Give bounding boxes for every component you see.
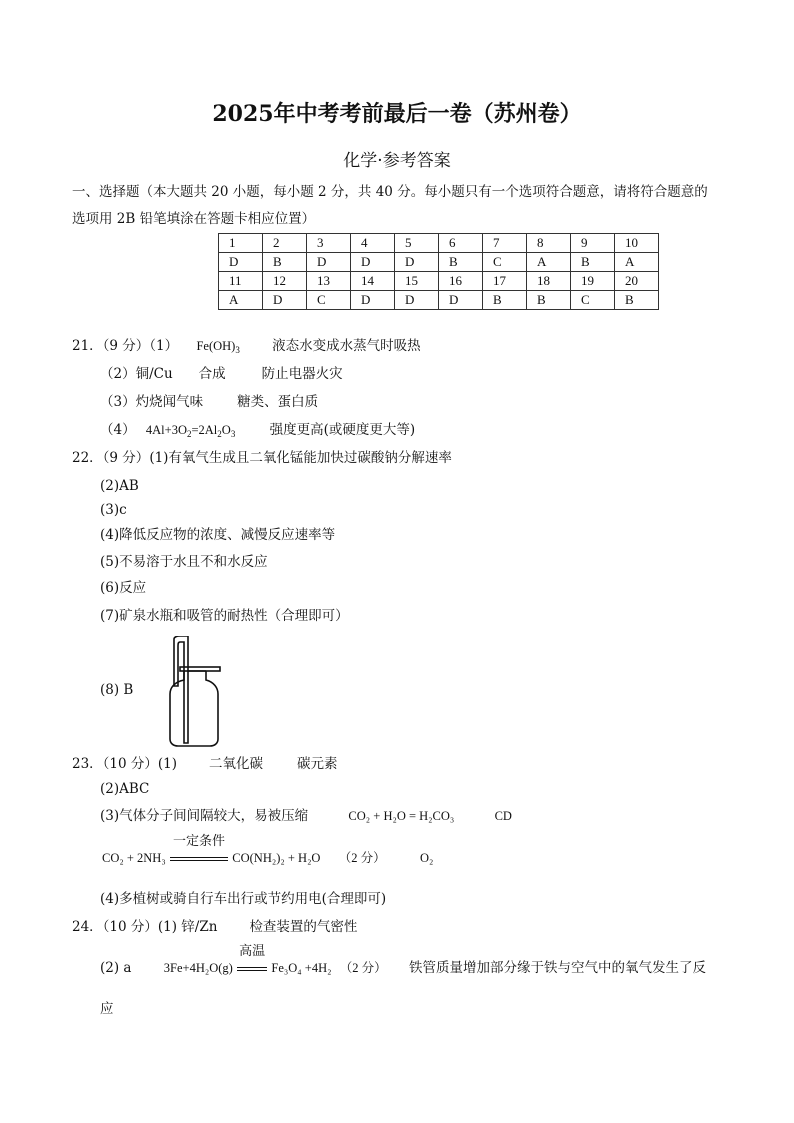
answer-table-cell: C	[571, 291, 615, 310]
answer-table-cell: 16	[439, 272, 483, 291]
q21-head: 21．（9 分）（1）	[72, 338, 179, 354]
q23-line4: CO₂ + 2NH₃ 一定条件 CO(NH₂)₂ + H₂O （2 分） O₂	[102, 845, 433, 872]
q23-line5: (4)多植树或骑自行车出行或节约用电(合理即可)	[100, 891, 387, 907]
q24-reaction-condition: 高温	[237, 955, 267, 982]
answer-table-cell: D	[219, 253, 263, 272]
page-title: 2025年中考考前最后一卷（苏州卷）	[212, 101, 582, 127]
answer-table-cell: 17	[483, 272, 527, 291]
answer-table-cell: C	[483, 253, 527, 272]
q21-line2: （2）铜/Cu 合成 防止电器火灾	[100, 366, 343, 382]
q24-line3: 应	[100, 1001, 114, 1017]
answer-table-cell: 1	[219, 234, 263, 253]
answer-table-cell: D	[351, 253, 395, 272]
long-tube	[174, 636, 188, 743]
q21-line4: （4） $4Al+3O_2=2Al_2O_3$ 强度更高(或硬度更大等)	[100, 422, 416, 439]
answer-table-cell: 7	[483, 234, 527, 253]
q24-line2: (2) a 3Fe+4H₂O(g) 高温 Fe₃O₄ +4H₂ （2 分） 铁管质量增加部分缘于铁与空气中的氧气发生了反	[100, 955, 706, 982]
q22-line4: (4)降低反应物的浓度、减慢反应速率等	[100, 527, 336, 543]
answer-table-cell: 15	[395, 272, 439, 291]
answer-table-cell: 9	[571, 234, 615, 253]
answer-table-cell: B	[263, 253, 307, 272]
answer-table-cell: D	[263, 291, 307, 310]
q21-answer-1b: 液态水变成水蒸气时吸热	[272, 338, 421, 354]
gas-collection-bottle-diagram	[160, 636, 230, 748]
answer-table-cell: B	[615, 291, 659, 310]
answer-table-cell: 19	[571, 272, 615, 291]
answer-table-cell: 10	[615, 234, 659, 253]
answer-table-row	[219, 253, 659, 272]
answer-table-row	[219, 272, 659, 291]
q23-reaction-condition: 一定条件	[170, 845, 228, 872]
q21-line1	[72, 333, 421, 360]
answer-table-cell: D	[351, 291, 395, 310]
q21-answer-formula: $Fe(OH)_3$	[196, 339, 240, 355]
section-1-intro-line1: 一、选择题（本大题共 20 小题，每小题 2 分，共 40 分。每小题只有一个选项符合题意，请将符合题意的	[72, 184, 708, 200]
answer-table-cell: 11	[219, 272, 263, 291]
answer-table-cell: 18	[527, 272, 571, 291]
answer-table-cell: B	[439, 253, 483, 272]
q21-line3: （3）灼烧闻气味 糖类、蛋白质	[100, 394, 319, 410]
q22-line7: (7)矿泉水瓶和吸管的耐热性（合理即可）	[100, 608, 349, 624]
q23-equation-1: CO₂ + H₂O = H₂CO₃	[348, 809, 455, 823]
answer-table-cell: A	[527, 253, 571, 272]
q23-line1: 23．（10 分）(1) 二氧化碳 碳元素	[72, 756, 338, 772]
answer-table-cell: D	[395, 253, 439, 272]
q22-line2: (2)AB	[100, 478, 139, 494]
answer-table-cell: D	[395, 291, 439, 310]
answer-table-cell: D	[439, 291, 483, 310]
answer-table-cell: 13	[307, 272, 351, 291]
answer-table-cell: 4	[351, 234, 395, 253]
answer-table-cell: 2	[263, 234, 307, 253]
q22-line1: 22．（9 分）(1)有氧气生成且二氧化锰能加快过碳酸钠分解速率	[72, 450, 452, 466]
page-subtitle: 化学·参考答案	[343, 151, 451, 171]
q22-line8: (8) B	[100, 682, 134, 698]
answer-table-cell: 3	[307, 234, 351, 253]
answer-table-cell: 6	[439, 234, 483, 253]
answer-table-cell: A	[219, 291, 263, 310]
q23-line2: (2)ABC	[100, 781, 150, 797]
section-1-intro-line2: 选项用 2B 铅笔填涂在答题卡相应位置）	[72, 211, 316, 227]
answer-table-cell: C	[307, 291, 351, 310]
q21-equation: $4Al+3O_2=2Al_2O_3$	[145, 423, 236, 439]
answer-table-cell: 12	[263, 272, 307, 291]
answer-table	[218, 233, 659, 310]
q22-line5: (5)不易溶于水且不和水反应	[100, 554, 268, 570]
answer-table-row	[219, 234, 659, 253]
answer-table-cell: 20	[615, 272, 659, 291]
q23-line3: (3)气体分子间间隔较大，易被压缩 CO₂ + H₂O = H₂CO₃ CD	[100, 808, 512, 824]
q22-line3: (3)c	[100, 502, 127, 518]
answer-table-cell: D	[307, 253, 351, 272]
answer-table-cell: 5	[395, 234, 439, 253]
answer-table-cell: A	[615, 253, 659, 272]
answer-table-cell: B	[483, 291, 527, 310]
q24-line1: 24．（10 分）(1) 锌/Zn 检查装置的气密性	[72, 919, 358, 935]
answer-table-cell: B	[527, 291, 571, 310]
bottle	[170, 671, 218, 746]
answer-table-cell: 14	[351, 272, 395, 291]
q22-line6: (6)反应	[100, 580, 147, 596]
answer-table-cell: B	[571, 253, 615, 272]
answer-table-row	[219, 291, 659, 310]
q23-answer-cd: CD	[494, 809, 512, 823]
answer-table-cell: 8	[527, 234, 571, 253]
